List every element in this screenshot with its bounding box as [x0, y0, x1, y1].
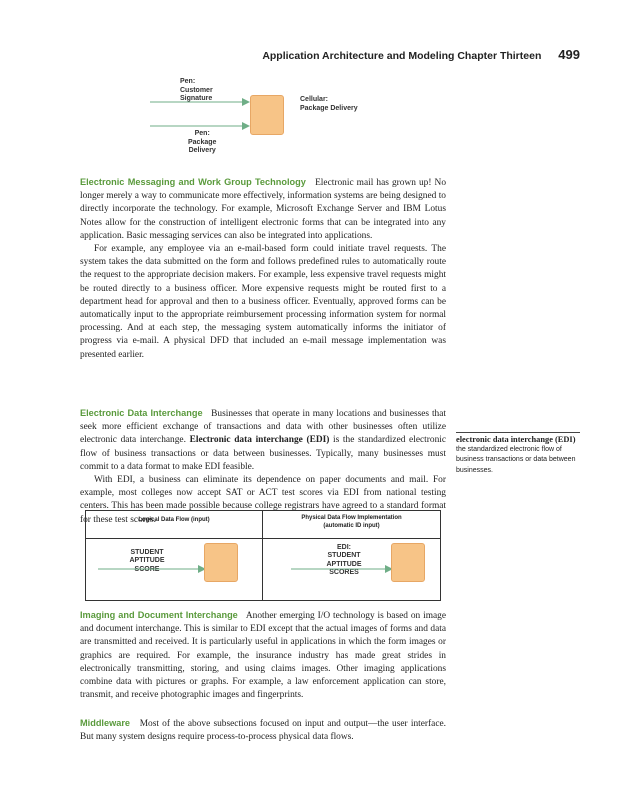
- margin-definition: the standardized electronic flow of business transactions or data between businesses.: [456, 446, 576, 474]
- process-box: [250, 95, 284, 135]
- table-col1-header: Logical Data Flow (input): [138, 517, 210, 523]
- edi-p1-rest: is the standardized electronic flow of business transactions or data between businesses. Typically, many businesses must commit to a data format to make EDI feasible.: [80, 435, 447, 472]
- table-col1-process: [204, 543, 238, 582]
- label-pen-delivery: Pen: Package Delivery: [188, 130, 217, 154]
- heading-imaging: Imaging and Document Interchange: [80, 610, 238, 620]
- table-col2-header: Physical Data Flow Implementation (automatic ID input): [301, 515, 402, 529]
- table-col1-label: STUDENT APTITUDE SCORE: [129, 549, 165, 573]
- label-cellular: Cellular: Package Delivery: [300, 96, 358, 112]
- table-col2-process: [391, 543, 425, 582]
- imaging-p1: Another emerging I/O technology is based on image and document interchange. This is similar to EDI except that the actual images of forms and data are transmitted and received. It is particularly useful in applications in which the form images or graphics are required. For example, the insurance industry has made great strides in electronically transmitting, storing, and using claims images. Other imaging applications combine data with pictures or graphs. For example, a law enforcement application can store, transmit, and receive photographic images and fingerprints.: [80, 611, 446, 701]
- heading-edi: Electronic Data Interchange: [80, 408, 203, 418]
- messaging-p2: For example, any employee via an e-mail-based form could initiate travel requests. The system takes the data submitted on the form and follows predefined rules to automatically route the request to the appropriate decision makers. For example, less expensive travel requests might be routed directly to a business officer. More expensive requests might be routed first to a department head for approval and then to a business officer. Eventually, approved forms can be automatically input to the appropriate reimbursement processing information system for normal processing. And at each step, the messaging system automatically informs the initiator of progress via e-mail. A physical DFD that included an e-mail message implementation was presented earlier.: [80, 244, 446, 360]
- running-title: Application Architecture and Modeling Chapter Thirteen: [262, 50, 542, 62]
- edi-table: [85, 510, 441, 601]
- label-pen-signature: Pen: Customer Signature: [180, 78, 213, 102]
- table-col1-arrow: [98, 559, 208, 579]
- edi-p1-lead: Businesses that operate in many locations and businesses that seek more efficient exchange of transactions and data with other businesses often utilize electronic data interchange.: [80, 409, 447, 446]
- table-col2-arrow: [291, 559, 401, 579]
- messaging-p1: Electronic mail has grown up! No longer merely a way to communicate more effectively, information systems are being designed to directly incorporate the technology. For example, Microsoft Exchange Server and IBM Lotus Notes allow for the construction of intelligent electronic forms that can be integrated into any application. Basic messaging services can also be integrated into applications.: [80, 178, 447, 241]
- page-number: 499: [558, 47, 580, 62]
- edi-term: Electronic data interchange (EDI): [189, 435, 330, 446]
- table-col2-label: EDI: STUDENT APTITUDE SCORES: [326, 544, 362, 577]
- section-edi: [80, 407, 446, 527]
- middleware-p1: Most of the above subsections focused on input and output—the user interface. But many system designs require process-to-process physical data flows.: [80, 719, 447, 743]
- section-middleware: [80, 717, 446, 744]
- section-messaging: [80, 176, 446, 362]
- heading-messaging: Electronic Messaging and Work Group Technology: [80, 177, 306, 187]
- heading-middleware: Middleware: [80, 718, 131, 728]
- section-imaging: [80, 609, 446, 702]
- margin-note: [456, 432, 580, 475]
- running-header: [200, 47, 580, 62]
- edi-p2: With EDI, a business can eliminate its dependence on paper documents and mail. For example, most colleges now accept SAT or ACT test scores via EDI from national testing centers. This has been made possible because college registrars have agreed to a standard format for these test scores.: [80, 475, 446, 525]
- margin-term: electronic data interchange (EDI): [456, 435, 576, 444]
